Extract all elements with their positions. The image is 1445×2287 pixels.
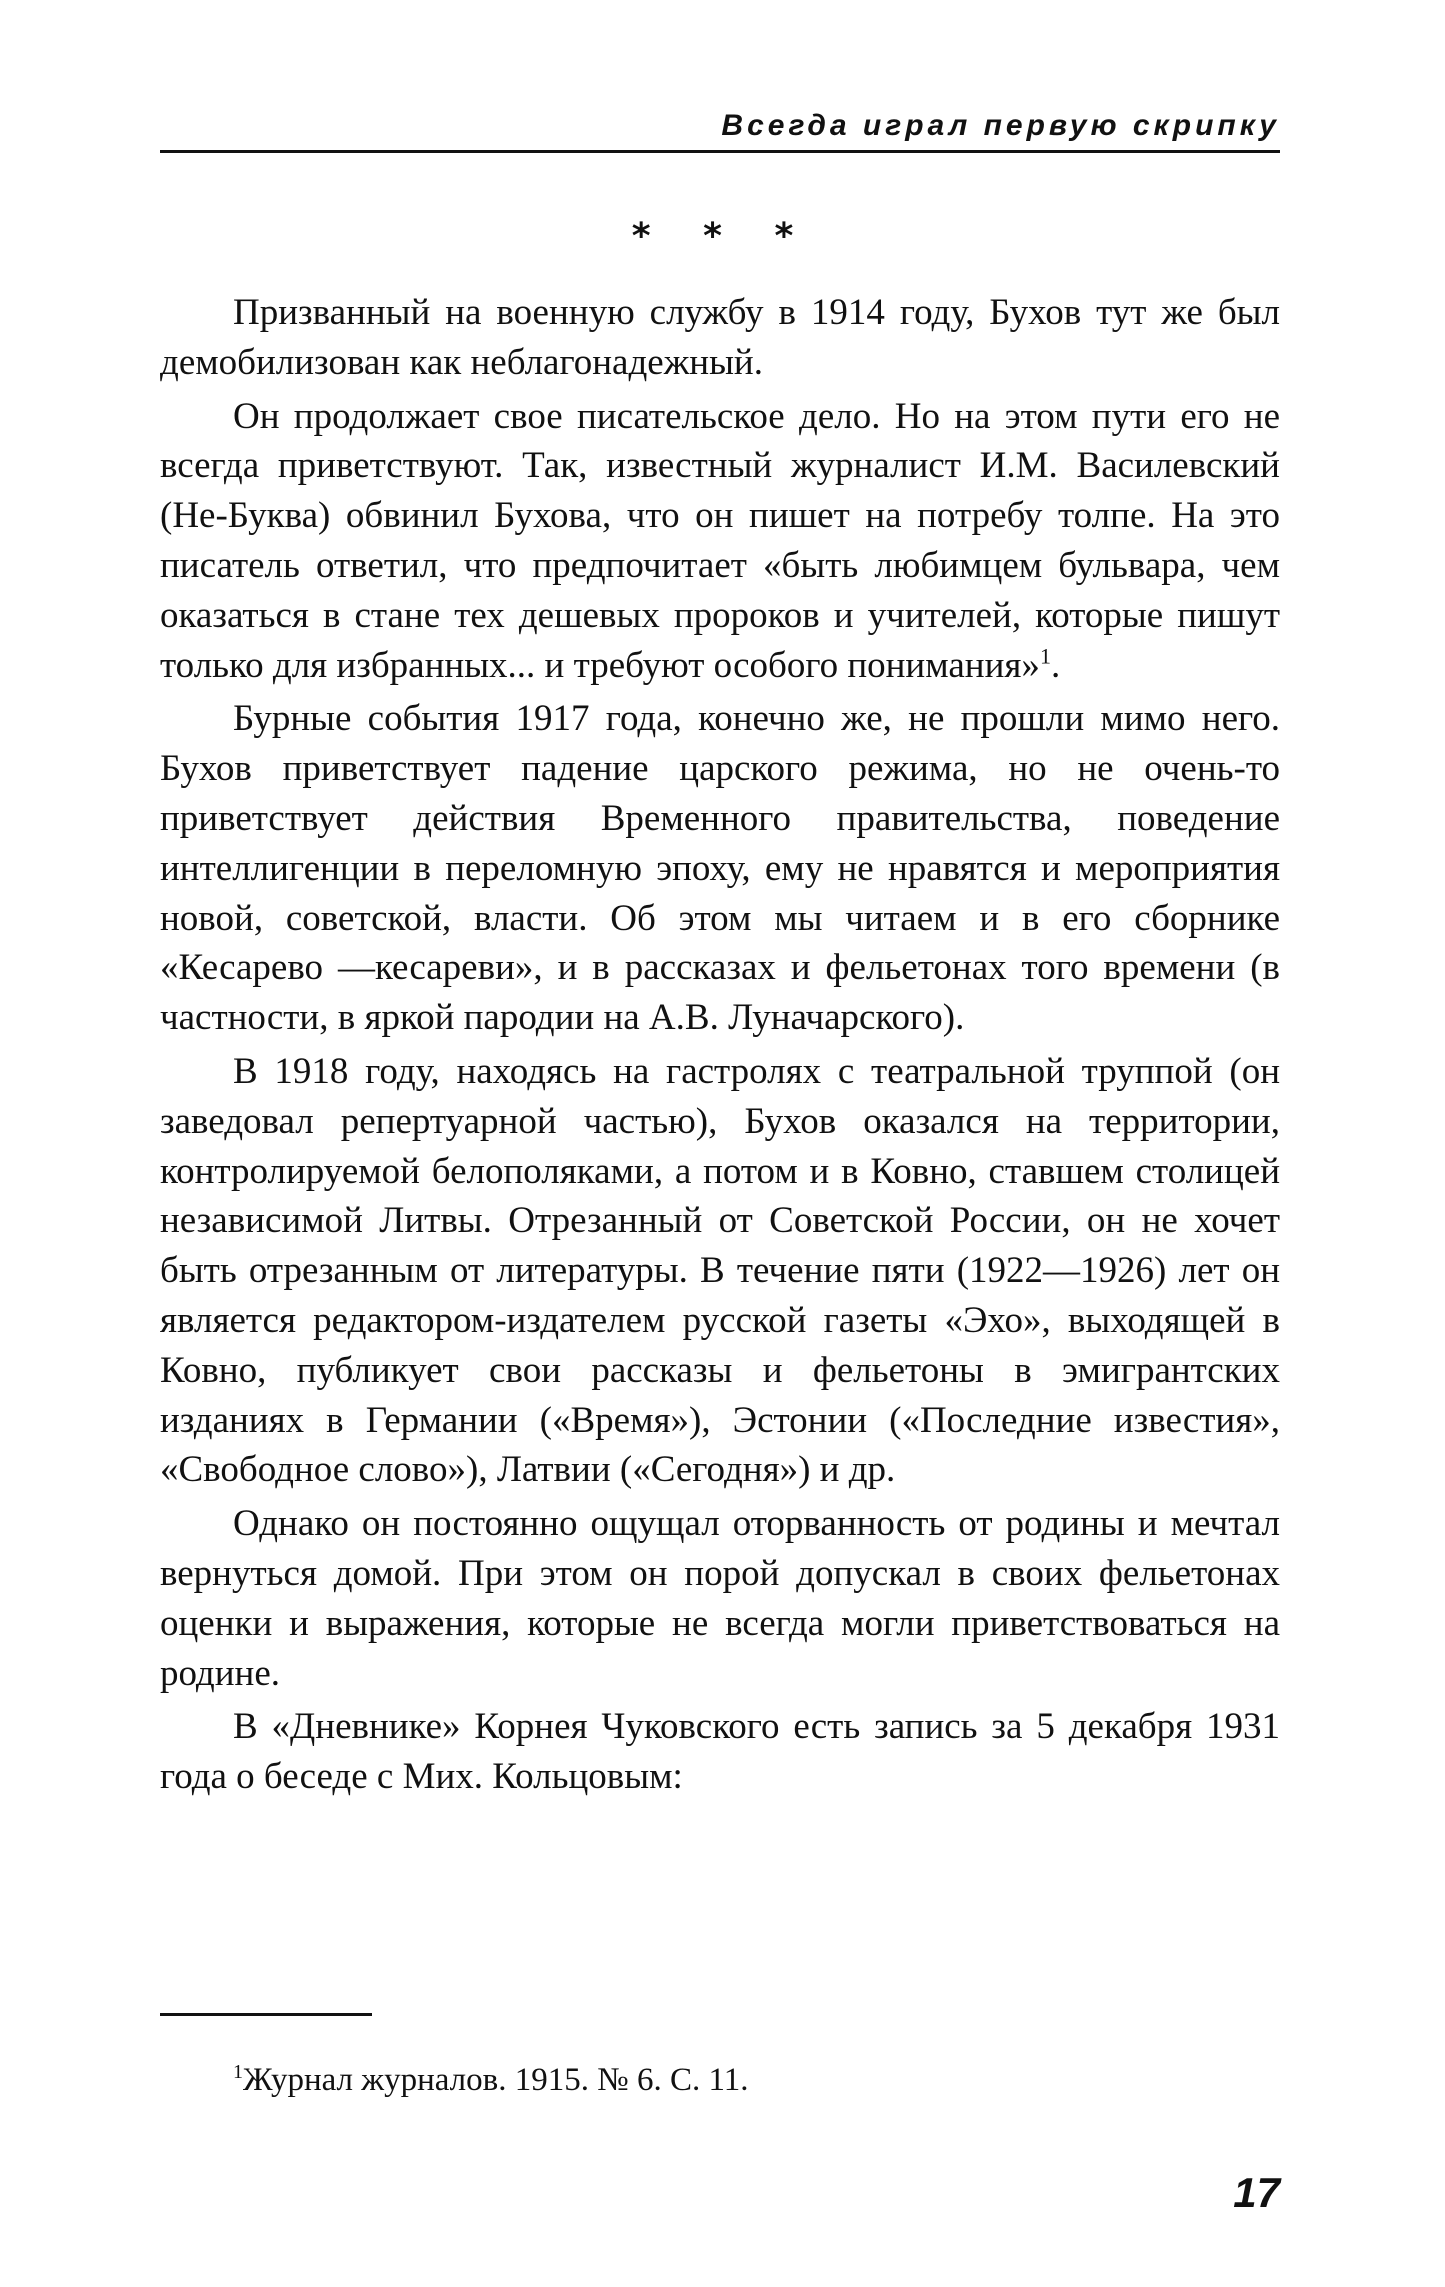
- page-number: 17: [1233, 2169, 1280, 2216]
- paragraph-2-end: .: [1050, 644, 1061, 686]
- paragraph-3: Бурные события 1917 года, конечно же, не прошли мимо него. Бухов приветствует падение царского режима, но не очень-то приветствует действия Временного правительства, поведение интеллигенции в переломную эпоху, ему не нравятся и мероприятия новой, советской, власти. Об этом мы читаем и в его сборнике «Кесарево —кесареви», и в рассказах и фельетонах того времени (в частности, в яркой пародии на А.В. Луначарского).: [160, 698, 1280, 1039]
- running-title: Всегда играл первую скрипку: [721, 109, 1280, 142]
- section-separator: * * *: [631, 216, 814, 257]
- paragraph-6: В «Дневнике» Корнея Чуковского есть запись за 5 декабря 1931 года о беседе с Мих. Кольцовым:: [160, 1706, 1280, 1798]
- footnote-ref[interactable]: 1: [1039, 643, 1051, 669]
- footnote-text: Журнал журналов. 1915. № 6. С. 11.: [243, 2062, 749, 2098]
- paragraph-5: Однако он постоянно ощущал оторванность от родины и мечтал вернуться домой. При этом он порой допускал в своих фельетонах оценки и выражения, которые не всегда могли приветствоваться на родине.: [160, 1503, 1280, 1694]
- paragraph-2-text: Он продолжает свое писательское дело. Но на этом пути его не всегда приветствуют. Так, известный журналист И.М. Василевский (Не-Буква) обвинил Бухова, что он пишет на потребу толпе. На это писатель ответил, что предпочитает «быть любимцем бульвара, чем оказаться в стане тех дешевых пророков и учителей, которые пишут только для избранных... и требуют особого понимания»: [160, 395, 1280, 686]
- running-head: [160, 108, 1280, 153]
- main-text: [160, 288, 1280, 1802]
- paragraph-2: [160, 392, 1280, 691]
- footnote: [233, 2058, 1233, 2102]
- paragraph-4: В 1918 году, находясь на гастролях с театральной труппой (он заведовал репертуарной частью), Бухов оказался на территории, контролируемой белополяками, а потом и в Ковно, ставшем столицей независимой Литвы. Отрезанный от Советской России, он не хочет быть отрезанным от литературы. В течение пяти (1922—1926) лет он является редактором-издателем русской газеты «Эхо», выходящей в Ковно, публикует свои рассказы и фельетоны в эмигрантских изданиях в Германии («Время»), Эстонии («Последние известия», «Свободное слово»), Латвии («Сегодня») и др.: [160, 1050, 1280, 1491]
- footnote-divider: [160, 2013, 372, 2016]
- footnote-marker: 1: [233, 2061, 243, 2083]
- paragraph-1: Призванный на военную службу в 1914 году, Бухов тут же был демобилизован как неблагонадежный.: [160, 292, 1280, 383]
